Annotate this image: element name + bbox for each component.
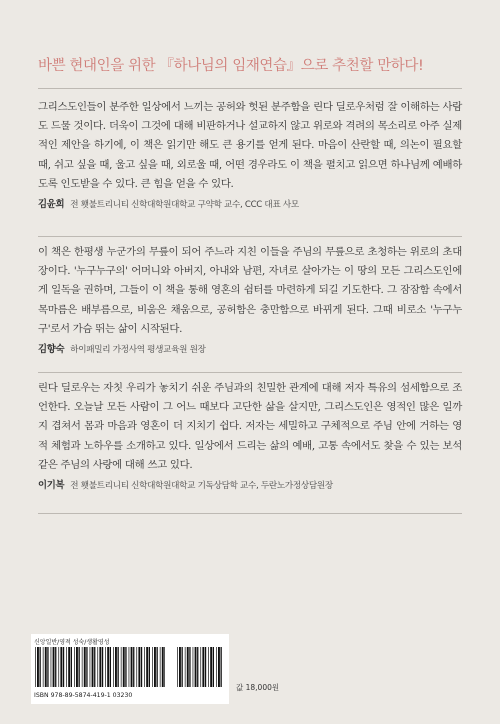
endorser-signature bbox=[38, 341, 462, 355]
endorsement-text: 이 책은 한평생 누군가의 무릎이 되어 주느라 지친 이들을 주님의 무릎으로 초청하는 위로의 초대장이다. '누구누구의' 어머니와 아버지, 아내와 남편, 자녀로 살아가는 이 땅의 모든 그리스도인에게 일독을 권하며, 그들이 이 책을 통해 영혼의 쉼터를 마련하게 되길 기도한다. 그 잠잠함 속에서 목마름은 배부름으로, 비움은 채움으로, 공허함은 충만함으로 바뀌게 된다. 그때 비로소 '누구누구'로서 가슴 뛰는 삶이 시작된다. bbox=[38, 246, 462, 335]
divider bbox=[38, 513, 462, 514]
endorser-name: 김향숙 bbox=[38, 344, 65, 356]
endorser-signature bbox=[38, 196, 462, 210]
divider bbox=[38, 372, 462, 373]
isbn-number: ISBN 978-89-5874-419-1 03230 bbox=[34, 692, 133, 699]
divider bbox=[38, 88, 462, 89]
divider bbox=[38, 236, 462, 237]
endorser-signature bbox=[38, 477, 462, 491]
endorsement-3 bbox=[38, 379, 462, 491]
barcode-addon-icon bbox=[177, 647, 223, 687]
price-label: 값 18,000원 bbox=[236, 683, 280, 692]
endorser-title: 하이패밀리 가정사역 평생교육원 원장 bbox=[70, 345, 206, 356]
endorsement-2 bbox=[38, 243, 462, 355]
isbn-barcode bbox=[31, 634, 229, 704]
endorser-name: 이기복 bbox=[38, 480, 65, 492]
endorser-title: 전 횃불트리니티 신학대학원대학교 구약학 교수, CCC 대표 사모 bbox=[70, 200, 299, 211]
barcode-icon bbox=[35, 647, 165, 687]
headline: 바쁜 현대인을 위한 『하나님의 임재연습』으로 추천할 만하다! bbox=[38, 58, 424, 74]
endorsement-text: 그리스도인들이 분주한 일상에서 느끼는 공허와 헛된 분주함을 린다 딜로우처럼 잘 이해하는 사람도 드물 것이다. 더욱이 그것에 대해 비판하거나 설교하지 않고 위로와 격려의 목소리로 아주 실제적인 제안을 하기에, 이 책은 읽기만 해도 큰 용기를 얻게 된다. 마음이 산란할 때, 의논이 필요할 때, 쉬고 싶을 때, 울고 싶을 때, 외로울 때, 어떤 경우라도 이 책을 펼치고 읽으면 하나님께 예배하도록 인도받을 수 있다. 큰 힘을 얻을 수 있다. bbox=[38, 101, 462, 190]
endorsement-text: 린다 딜로우는 자칫 우리가 놓치기 쉬운 주님과의 친밀한 관계에 대해 저자 특유의 섬세함으로 조언한다. 오늘날 모든 사람이 그 어느 때보다 고단한 삶을 살지만, 그리스도인은 영적인 많은 일까지 겹쳐서 몸과 마음과 영혼이 더 지치기 쉽다. 저자는 세밀하고 구체적으로 주님 안에 거하는 영적 체험과 노하우를 소개하고 있다. 일상에서 드리는 삶의 예배, 고통 속에서도 찾을 수 있는 보석 같은 주님의 사랑에 대해 쓰고 있다. bbox=[38, 382, 462, 471]
category-label: 신앙일반/영적 성숙/생활영성 bbox=[34, 639, 110, 646]
endorser-name: 김윤희 bbox=[38, 199, 65, 211]
endorser-title: 전 횃불트리니티 신학대학원대학교 기독상담학 교수, 두란노가정상담원장 bbox=[70, 481, 333, 492]
endorsement-1 bbox=[38, 98, 462, 210]
